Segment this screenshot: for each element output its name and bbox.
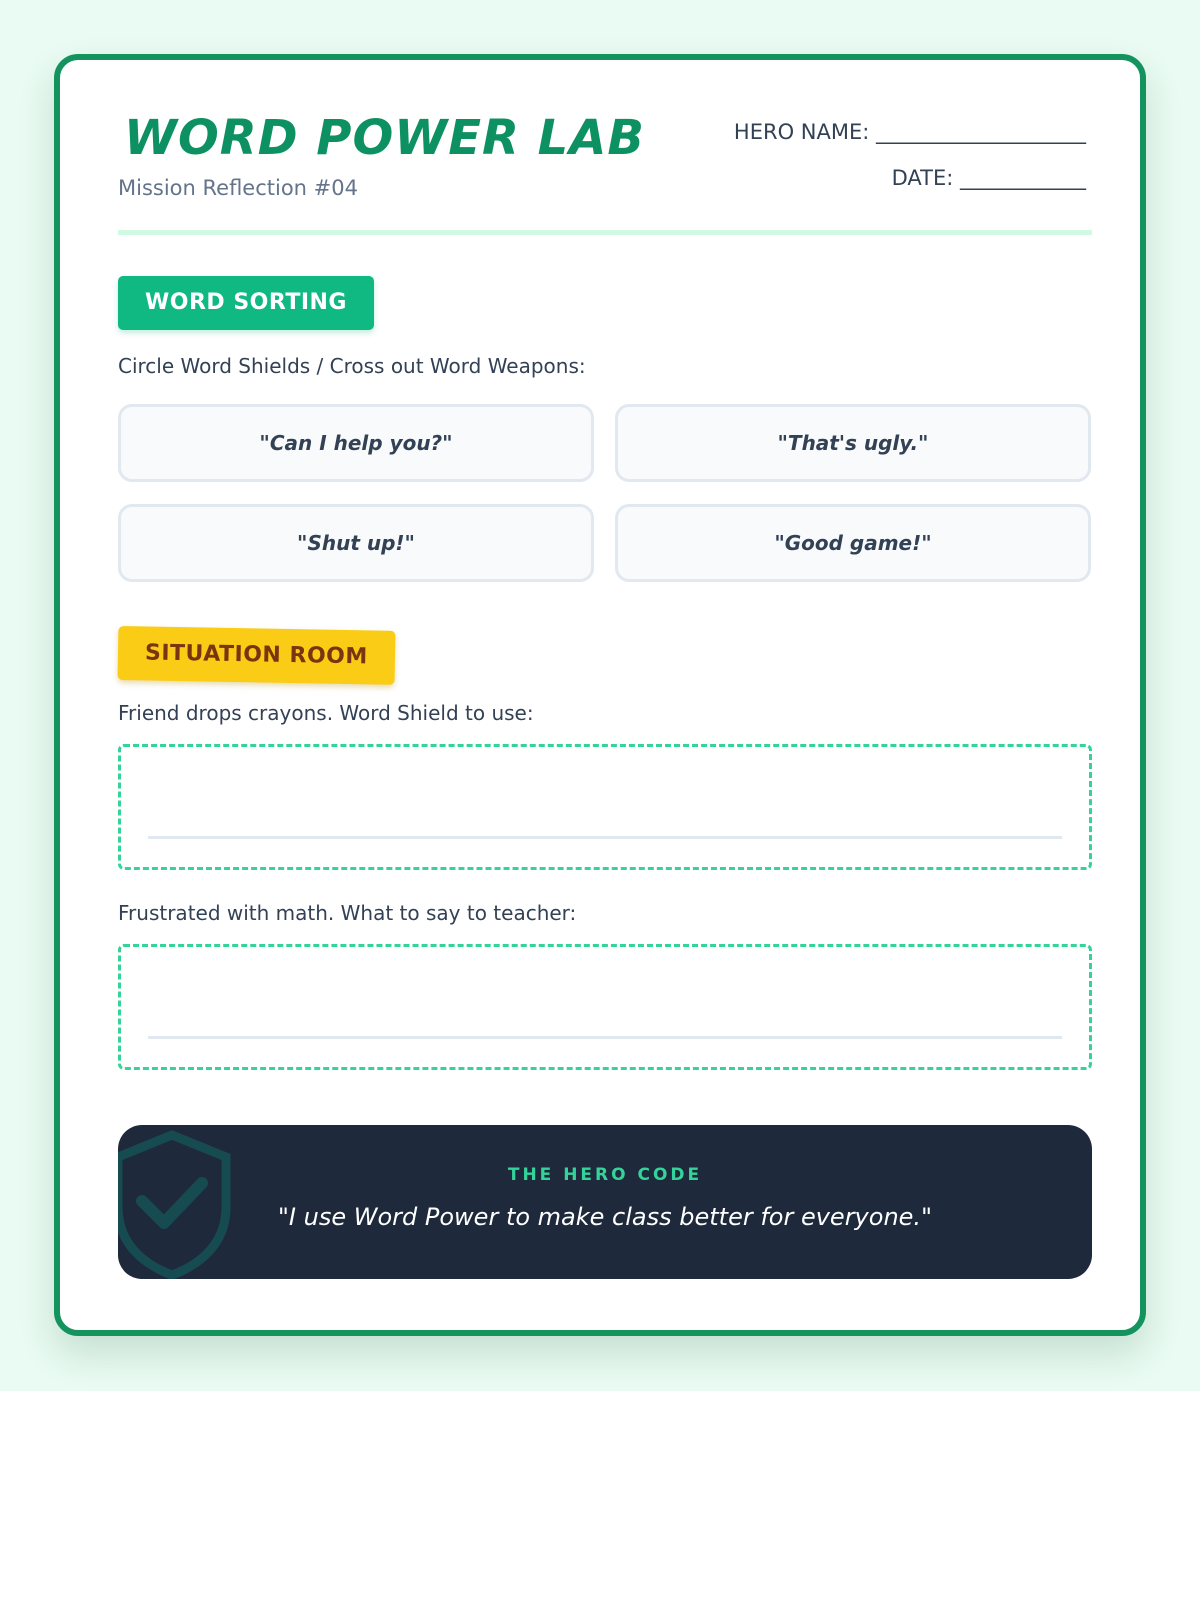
phrase-card: "Good game!" — [615, 504, 1091, 582]
phrase-card: "Shut up!" — [118, 504, 594, 582]
situation-room-badge: SITUATION ROOM — [118, 626, 396, 685]
hero-code-banner — [118, 1125, 1092, 1279]
hero-name-field: HERO NAME: ____________________ — [733, 120, 1086, 144]
situation-prompt: Frustrated with math. What to say to teacher: — [118, 901, 577, 925]
answer-box — [118, 944, 1092, 1070]
word-sorting-instruction: Circle Word Shields / Cross out Word Weapons: — [118, 354, 586, 378]
phrase-card: "That's ugly." — [615, 404, 1091, 482]
writing-line — [148, 836, 1062, 839]
answer-box — [118, 744, 1092, 870]
phrase-card: "Can I help you?" — [118, 404, 594, 482]
hero-code-quote: "I use Word Power to make class better for everyone." — [277, 1203, 933, 1231]
hero-code-heading: THE HERO CODE — [507, 1165, 703, 1185]
word-sorting-badge: WORD SORTING — [118, 276, 374, 330]
worksheet-card — [54, 54, 1146, 1336]
date-field: DATE: ____________ — [891, 166, 1086, 190]
situation-prompt: Friend drops crayons. Word Shield to use: — [118, 701, 534, 725]
header-divider — [118, 230, 1092, 235]
writing-line — [148, 1036, 1062, 1039]
mission-subtitle: Mission Reflection #04 — [118, 176, 358, 200]
worksheet-title: WORD POWER LAB — [124, 110, 645, 166]
